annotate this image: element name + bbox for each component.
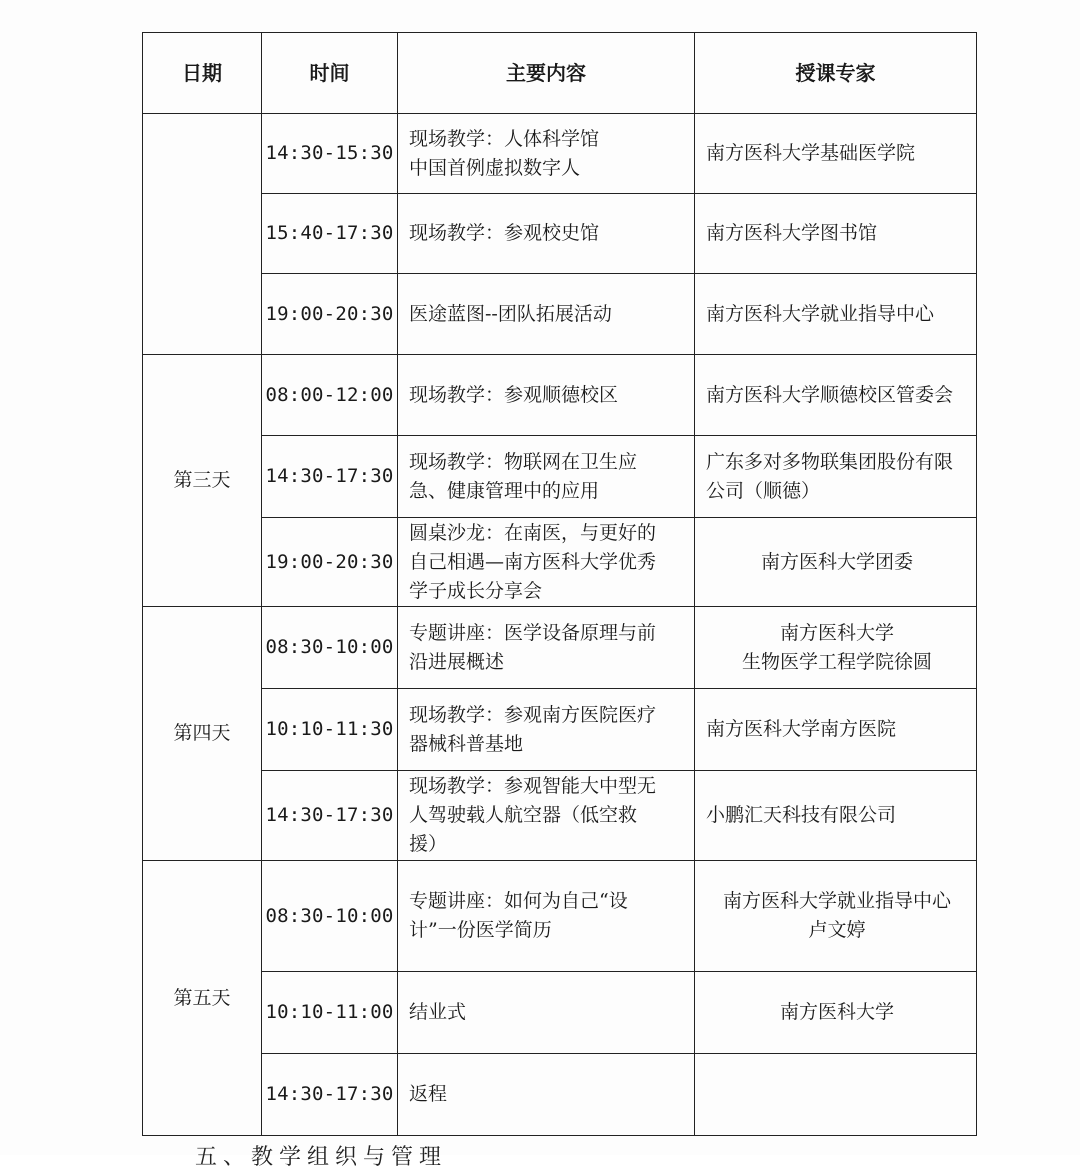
content-cell: 医途蓝图--团队拓展活动 [398,274,695,355]
content-cell: 结业式 [398,972,695,1054]
expert-cell: 南方医科大学顺德校区管委会 [695,355,977,436]
expert-cell: 南方医科大学 [695,972,977,1054]
day-cell-day3: 第三天 [143,355,262,607]
time-cell: 14:30-17:30 [262,436,398,518]
content-cell: 专题讲座：如何为自己“设 计”一份医学简历 [398,861,695,972]
time-cell: 10:10-11:00 [262,972,398,1054]
table-row [143,771,977,861]
time-cell: 14:30-17:30 [262,771,398,861]
table-row [143,114,977,194]
time-cell: 08:30-10:00 [262,607,398,689]
expert-cell: 南方医科大学南方医院 [695,689,977,771]
time-cell: 08:00-12:00 [262,355,398,436]
content-cell: 返程 [398,1054,695,1136]
content-cell: 圆桌沙龙：在南医，与更好的 自己相遇—南方医科大学优秀 学子成长分享会 [398,518,695,607]
content-cell: 现场教学：人体科学馆 中国首例虚拟数字人 [398,114,695,194]
time-cell: 10:10-11:30 [262,689,398,771]
table-row [143,274,977,355]
day-cell-day4: 第四天 [143,607,262,861]
header-date: 日期 [143,33,262,114]
time-cell: 19:00-20:30 [262,518,398,607]
day-cell-day5: 第五天 [143,861,262,1136]
table-row [143,194,977,274]
table-header-row [143,33,977,114]
content-cell: 现场教学：参观顺德校区 [398,355,695,436]
table-row [143,607,977,689]
table-row [143,861,977,972]
content-cell: 现场教学：物联网在卫生应 急、健康管理中的应用 [398,436,695,518]
expert-cell: 南方医科大学就业指导中心 卢文婷 [695,861,977,972]
expert-cell: 南方医科大学图书馆 [695,194,977,274]
time-cell: 19:00-20:30 [262,274,398,355]
table-row [143,436,977,518]
time-cell: 14:30-17:30 [262,1054,398,1136]
header-time: 时间 [262,33,398,114]
content-cell: 现场教学：参观南方医院医疗 器械科普基地 [398,689,695,771]
expert-cell: 广东多对多物联集团股份有限 公司（顺德） [695,436,977,518]
table-row [143,972,977,1054]
expert-cell [695,1054,977,1136]
expert-cell: 南方医科大学基础医学院 [695,114,977,194]
expert-cell: 南方医科大学团委 [695,518,977,607]
expert-cell: 南方医科大学 生物医学工程学院徐圆 [695,607,977,689]
header-content: 主要内容 [398,33,695,114]
time-cell: 15:40-17:30 [262,194,398,274]
day-cell-continued [143,114,262,355]
schedule-table [142,32,977,1136]
time-cell: 08:30-10:00 [262,861,398,972]
content-cell: 现场教学：参观校史馆 [398,194,695,274]
table-row [143,355,977,436]
header-expert: 授课专家 [695,33,977,114]
content-cell: 专题讲座：医学设备原理与前 沿进展概述 [398,607,695,689]
next-heading-text: 五、教学组织与管理 [195,1145,448,1170]
table-row [143,689,977,771]
expert-cell: 南方医科大学就业指导中心 [695,274,977,355]
expert-cell: 小鹏汇天科技有限公司 [695,771,977,861]
cut-off-next-heading [195,1143,455,1170]
time-cell: 14:30-15:30 [262,114,398,194]
content-cell: 现场教学：参观智能大中型无 人驾驶载人航空器（低空救 援） [398,771,695,861]
table-row [143,1054,977,1136]
table-row [143,518,977,607]
